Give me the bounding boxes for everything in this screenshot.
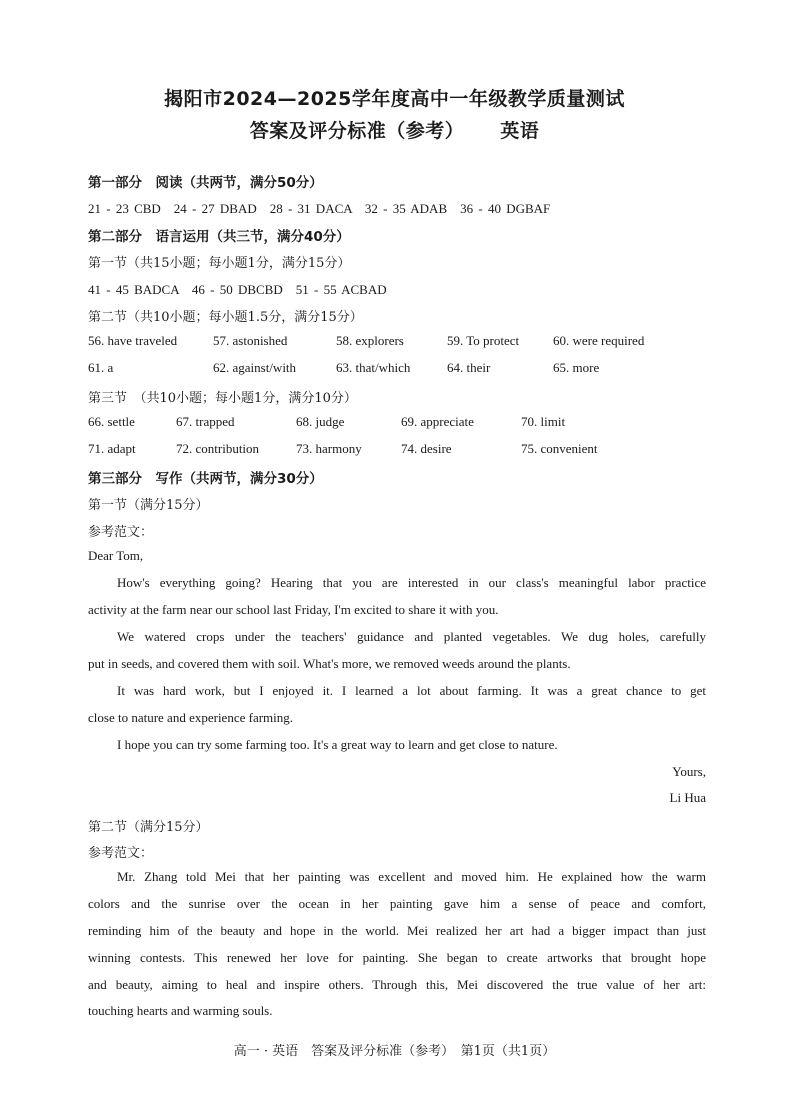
letter-closing: Yours, bbox=[672, 764, 706, 779]
answer-61: 61. a bbox=[88, 360, 114, 375]
subject-label: 英语 bbox=[500, 120, 540, 142]
part2-section1-heading: 第一节（共15小题；每小题1分，满分15分） bbox=[88, 256, 351, 271]
answer-72: 72. contribution bbox=[176, 441, 260, 456]
letter-line: I hope you can try some farming too. It's a great way to learn and get close to nature. bbox=[117, 737, 558, 752]
part1-heading: 第一部分 阅读（共两节，满分50分） bbox=[88, 175, 323, 191]
essay-line: and beauty, aiming to heal and inspire others. Through this, Mei discovered the true value of her art: bbox=[88, 977, 706, 992]
answer-64: 64. their bbox=[447, 360, 491, 375]
part2-section2-heading: 第二节（共10小题；每小题1.5分，满分15分） bbox=[88, 310, 363, 325]
letter-line: activity at the farm near our school last Friday, I'm excited to share it with you. bbox=[88, 602, 499, 617]
answer-60: 60. were required bbox=[553, 333, 645, 348]
letter-line: How's everything going? Hearing that you are interested in our class's meaningful labor practice bbox=[117, 575, 706, 590]
answer-75: 75. convenient bbox=[521, 441, 598, 456]
answer-73: 73. harmony bbox=[296, 441, 362, 456]
part2-section1-answers: 41 - 45 BADCA 46 - 50 DBCBD 51 - 55 ACBAD bbox=[88, 282, 387, 297]
letter-greeting: Dear Tom, bbox=[88, 548, 144, 563]
part3-section1-sample-label: 参考范文： bbox=[88, 525, 154, 540]
part3-section1-heading: 第一节（满分15分） bbox=[88, 498, 209, 513]
essay-line: winning contests. This renewed her love for painting. She began to create artworks that brought hope bbox=[88, 950, 706, 965]
answer-69: 69. appreciate bbox=[401, 414, 474, 429]
answer-70: 70. limit bbox=[521, 414, 566, 429]
answer-56: 56. have traveled bbox=[88, 333, 178, 348]
letter-line: It was hard work, but I enjoyed it. I learned a lot about farming. It was a great chance to get bbox=[117, 683, 706, 698]
part1-answers: 21 - 23 CBD 24 - 27 DBAD 28 - 31 DACA 32 - 35 ADAB 36 - 40 DGBAF bbox=[88, 201, 551, 216]
answer-67: 67. trapped bbox=[176, 414, 235, 429]
answer-68: 68. judge bbox=[296, 414, 345, 429]
answer-63: 63. that/which bbox=[336, 360, 411, 375]
answer-71: 71. adapt bbox=[88, 441, 136, 456]
document-title: 揭阳市2024—2025学年度高中一年级教学质量测试 bbox=[164, 88, 625, 110]
answer-74: 74. desire bbox=[401, 441, 452, 456]
letter-signature: Li Hua bbox=[669, 790, 706, 805]
part2-heading: 第二部分 语言运用（共三节，满分40分） bbox=[88, 229, 350, 245]
letter-line: put in seeds, and covered them with soil. What's more, we removed weeds around the plants. bbox=[88, 656, 571, 671]
letter-line: close to nature and experience farming. bbox=[88, 710, 294, 725]
essay-line: touching hearts and warming souls. bbox=[88, 1003, 273, 1018]
answer-58: 58. explorers bbox=[336, 333, 404, 348]
answer-59: 59. To protect bbox=[447, 333, 520, 348]
letter-line: We watered crops under the teachers' guidance and planted vegetables. We dug holes, carefully bbox=[117, 629, 706, 644]
answer-62: 62. against/with bbox=[213, 360, 297, 375]
part3-section2-sample-label: 参考范文： bbox=[88, 846, 154, 861]
page-footer: 高一 · 英语 答案及评分标准（参考） 第1页（共1页） bbox=[233, 1044, 556, 1059]
essay-line: Mr. Zhang told Mei that her painting was excellent and moved him. He explained how the warm bbox=[117, 869, 706, 884]
essay-line: reminding him of the beauty and hope in the world. Mei realized her art had a bigger impact than just bbox=[88, 923, 706, 938]
document-subtitle bbox=[0, 116, 789, 143]
part3-section2-heading: 第二节（满分15分） bbox=[88, 820, 209, 835]
part2-section3-heading: 第三节 （共10小题；每小题1分，满分10分） bbox=[88, 391, 357, 406]
answer-66: 66. settle bbox=[88, 414, 135, 429]
essay-line: colors and the sunrise over the ocean in her painting gave him a sense of peace and comfort, bbox=[88, 896, 706, 911]
subtitle-text: 答案及评分标准（参考） bbox=[249, 120, 465, 142]
answer-57: 57. astonished bbox=[213, 333, 288, 348]
answer-65: 65. more bbox=[553, 360, 600, 375]
part3-heading: 第三部分 写作（共两节，满分30分） bbox=[88, 471, 323, 487]
